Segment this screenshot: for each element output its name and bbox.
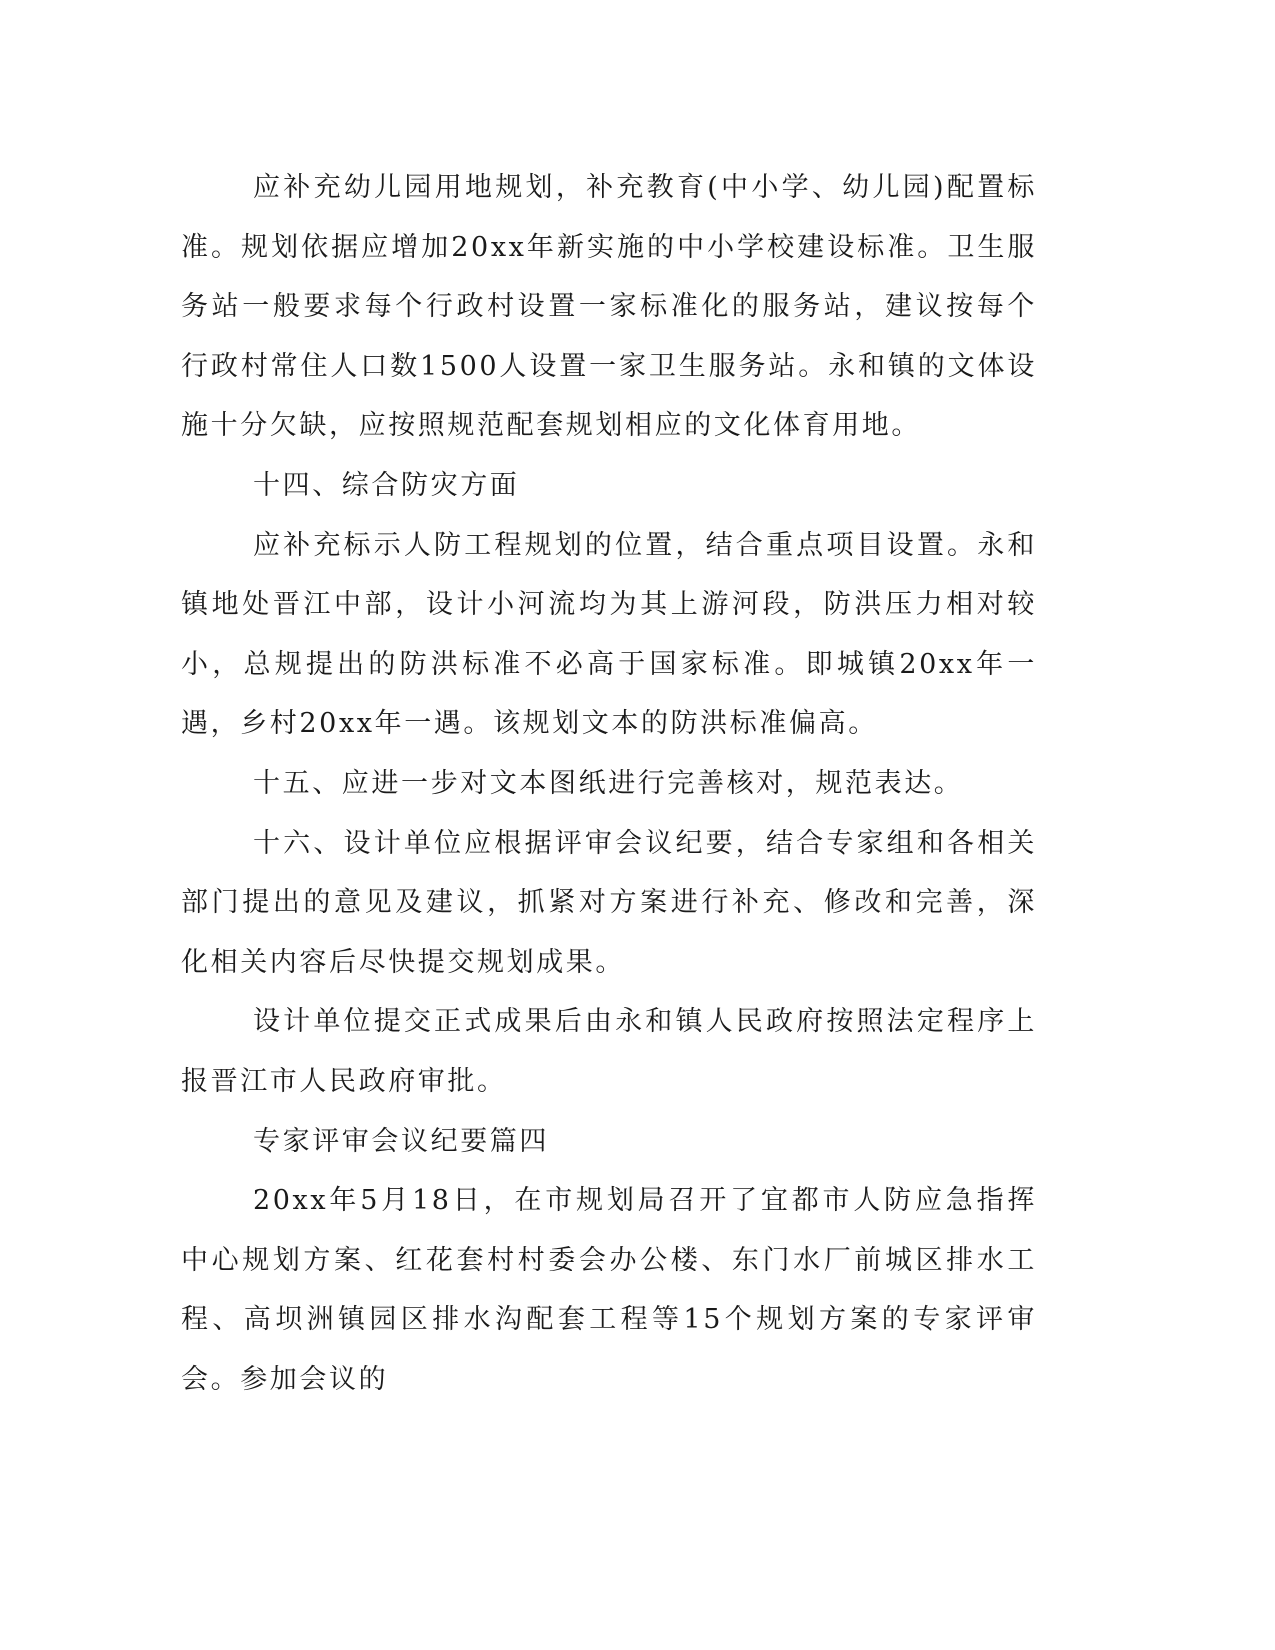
document-body bbox=[181, 158, 1037, 1409]
paragraph-item-fifteen: 十五、应进一步对文本图纸进行完善核对，规范表达。 bbox=[253, 767, 964, 799]
paragraph-meeting-intro: 20xx年5月18日，在市规划局召开了宜都市人防应急指挥中心规划方案、红花套村村委会办公楼、东门水厂前城区排水工程、高坝洲镇园区排水沟配套工程等15个规划方案的专家评审会。参加会议的 bbox=[181, 1185, 1037, 1395]
heading-disaster-prevention: 十四、综合防灾方面 bbox=[253, 469, 520, 501]
paragraph-civil-defense-flood: 应补充标示人防工程规划的位置，结合重点项目设置。永和镇地处晋江中部，设计小河流均为其上游河段，防洪压力相对较小，总规提出的防洪标准不必高于国家标准。即城镇20xx年一遇，乡村20xx年一遇。该规划文本的防洪标准偏高。 bbox=[181, 529, 1037, 740]
paragraph-submission-approval: 设计单位提交正式成果后由永和镇人民政府按照法定程序上报晋江市人民政府审批。 bbox=[181, 1006, 1037, 1097]
paragraph-item-sixteen: 十六、设计单位应根据评审会议纪要，结合专家组和各相关部门提出的意见及建议，抓紧对方案进行补充、修改和完善，深化相关内容后尽快提交规划成果。 bbox=[181, 827, 1037, 978]
heading-meeting-minutes-four: 专家评审会议纪要篇四 bbox=[253, 1125, 549, 1157]
paragraph-education-health-culture: 应补充幼儿园用地规划，补充教育(中小学、幼儿园)配置标准。规划依据应增加20xx年新实施的中小学校建设标准。卫生服务站一般要求每个行政村设置一家标准化的服务站，建议按每个行政村常住人口数1500人设置一家卫生服务站。永和镇的文体设施十分欠缺，应按照规范配套规划相应的文化体育用地。 bbox=[181, 172, 1037, 442]
